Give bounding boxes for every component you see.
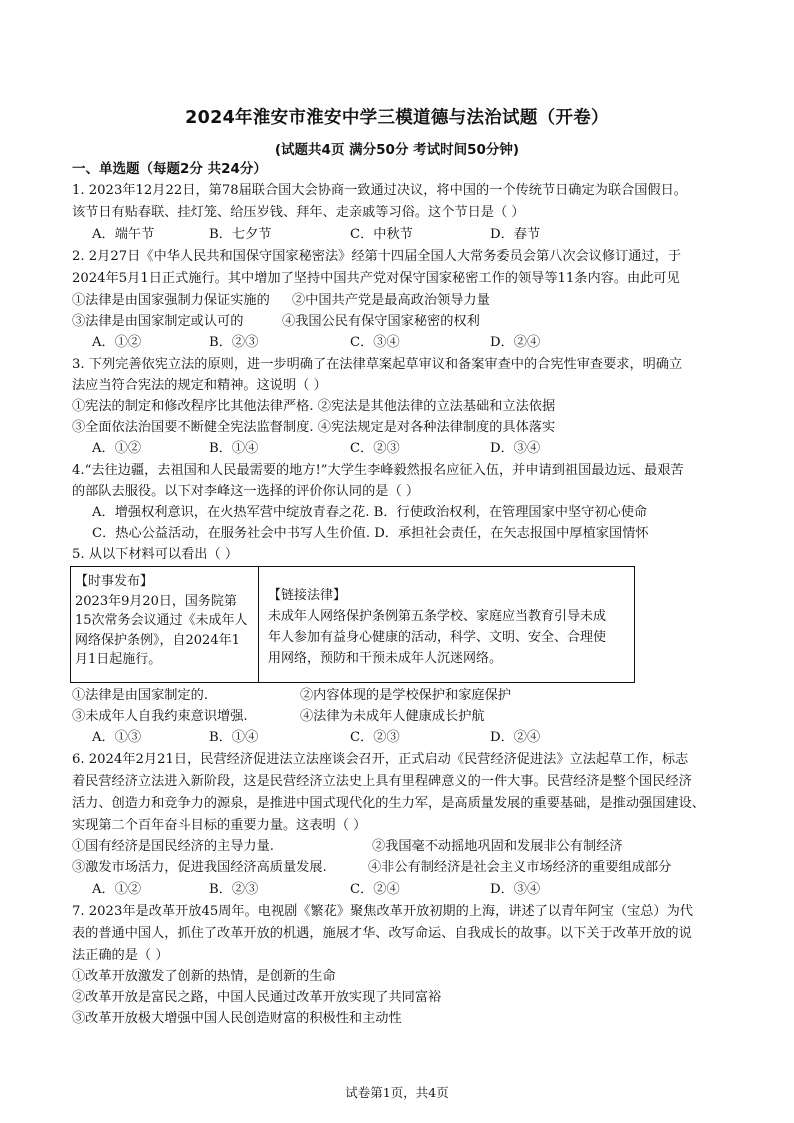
q3-option-a: A．①②	[92, 441, 142, 456]
q6-statement-1: ①国有经济是国民经济的主导力量.	[72, 839, 275, 854]
q3-statements-1-2: ①宪法的制定和修改程序比其他法律严格. ②宪法是其他法律的立法基础和立法依据	[72, 399, 556, 414]
q5-law-line: 用网络，预防和干预未成年人沉迷网络。	[268, 651, 503, 666]
question-6-line-4: 实现第二个百年奋斗目标的重要力量。这表明（ ）	[72, 818, 367, 833]
question-1-line-2: 该节日有贴春联、挂灯笼、给压岁钱、拜年、走亲戚等习俗。这个节日是（ ）	[72, 205, 525, 220]
q1-option-a: A．端午节	[92, 227, 155, 242]
q7-statement-3: ③改革开放极大增强中国人民创造财富的积极性和主动性	[72, 1011, 402, 1026]
q3-option-c: C．②③	[350, 441, 400, 456]
question-7-line-1: 7. 2023年是改革开放45周年。电视剧《繁花》聚焦改革开放初期的上海，讲述了以青年阿宝（宝总）为代	[72, 904, 693, 919]
question-3-line-1: 3. 下列完善依宪立法的原则，进一步明确了在法律草案起草审议和备案审查中的合宪性审查要求，明确立	[72, 357, 683, 372]
q2-option-c: C．③④	[350, 335, 400, 350]
page-footer: 试卷第1页，共4页	[345, 1085, 449, 1100]
q6-statement-3: ③激发市场活力，促进我国经济高质量发展.	[72, 860, 327, 875]
q1-option-c: C．中秋节	[350, 227, 413, 242]
q2-statement-4: ④我国公民有保守国家秘密的权利	[282, 314, 480, 329]
q6-statement-2: ②我国毫不动摇地巩固和发展非公有制经济	[372, 839, 623, 854]
q5-news-line: 月1日起施行。	[75, 652, 162, 667]
q2-option-b: B．②③	[209, 335, 259, 350]
question-7-line-3: 法正确的是（ ）	[72, 948, 169, 963]
q3-option-b: B．①④	[209, 441, 259, 456]
q2-statement-2: ②中国共产党是最高政治领导力量	[292, 293, 490, 308]
q5-option-a: A．①③	[92, 730, 142, 745]
q2-statement-1: ①法律是由国家强制力保证实施的	[72, 293, 270, 308]
q5-statement-1: ①法律是由国家制定的.	[72, 688, 209, 703]
q5-news-line: 【时事发布】	[75, 574, 154, 589]
section-heading: 一、单选题（每题2分 共24分）	[72, 161, 267, 177]
q5-news-line: 15次常务会议通过《未成年人	[75, 613, 248, 628]
q5-statement-2: ②内容体现的是学校保护和家庭保护	[300, 688, 511, 703]
q2-statement-3: ③法律是由国家制定或认可的	[72, 314, 244, 329]
q5-option-b: B．①④	[209, 730, 259, 745]
q6-option-c: C．②④	[350, 882, 400, 897]
question-6-line-2: 着民营经济立法进入新阶段，这是民营经济立法史上具有里程碑意义的一件大事。民营经济是整个国民经济	[72, 774, 692, 789]
q5-statement-4: ④法律为未成年人健康成长护航	[300, 709, 485, 724]
q5-law-panel	[260, 567, 634, 682]
question-3-line-2: 法应当符合宪法的规定和精神。这说明（ ）	[72, 378, 327, 393]
question-6-line-1: 6. 2024年2月21日，民营经济促进法立法座谈会召开，正式启动《民营经济促进法》立法起草工作，标志	[72, 752, 689, 767]
q5-statement-3: ③未成年人自我约束意识增强.	[72, 709, 248, 724]
q5-law-line: 未成年人网络保护条例第五条学校、家庭应当教育引导未成	[268, 609, 607, 624]
q1-option-d: D．春节	[490, 227, 541, 242]
q4-options-a-b: A．增强权利意识，在火热军营中绽放青春之花. B．行使政治权利，在管理国家中坚守初心使命	[92, 505, 648, 520]
question-1-line-1: 1. 2023年12月22日，第78届联合国大会协商一致通过决议，将中国的一个传统节日确定为联合国假日。	[72, 183, 687, 198]
q6-option-b: B．②③	[209, 882, 259, 897]
q5-material-box	[70, 566, 635, 683]
q5-news-panel	[71, 567, 259, 682]
q7-statement-2: ②改革开放是富民之路，中国人民通过改革开放实现了共同富裕	[72, 990, 442, 1005]
q6-option-a: A．①②	[92, 882, 142, 897]
q6-option-d: D．③④	[490, 882, 541, 897]
exam-subtitle: (试题共4页 满分50分 考试时间50分钟)	[274, 142, 520, 158]
q5-option-c: C．②③	[350, 730, 400, 745]
q3-option-d: D．③④	[490, 441, 541, 456]
q5-law-line: 年人参加有益身心健康的活动，科学、文明、安全、合理使	[268, 630, 607, 645]
question-4-line-2: 的部队去服役。以下对李峰这一选择的评价你认同的是（ ）	[72, 484, 420, 499]
question-6-line-3: 活力、创造力和竞争力的源泉，是推进中国式现代化的生力军，是高质量发展的重要基础，是推动强国建设、	[72, 796, 705, 811]
q1-option-b: B．七夕节	[209, 227, 272, 242]
exam-title: 2024年淮安市淮安中学三模道德与法治试题（开卷）	[185, 108, 609, 128]
q5-news-line: 2023年9月20日，国务院第	[75, 593, 237, 609]
question-2-line-1: 2. 2月27日《中华人民共和国保守国家秘密法》经第十四届全国人大常务委员会第八次会议修订通过，于	[72, 249, 682, 264]
q3-statements-3-4: ③全面依法治国要不断健全宪法监督制度. ④宪法规定是对各种法律制度的具体落实	[72, 420, 556, 435]
q2-option-a: A．①②	[92, 335, 142, 350]
q6-statement-4: ④非公有制经济是社会主义市场经济的重要组成部分	[368, 860, 672, 875]
question-4-line-1: 4.“去往边疆，去祖国和人民最需要的地方!”大学生李峰毅然报名应征入伍，并申请到祖国最边远、最艰苦	[72, 463, 684, 478]
q7-statement-1: ①改革开放激发了创新的热情，是创新的生命	[72, 969, 336, 984]
question-5-stem: 5. 从以下材料可以看出（ ）	[72, 547, 239, 562]
q4-options-c-d: C．热心公益活动，在服务社会中书写人生价值. D．承担社会责任，在矢志报国中厚植家国情怀	[92, 526, 649, 541]
q5-news-line: 网络保护条例》，自2024年1	[75, 632, 240, 648]
q2-option-d: D．②④	[490, 335, 541, 350]
q5-option-d: D．②④	[490, 730, 541, 745]
question-2-line-2: 2024年5月1日正式施行。其中增加了坚持中国共产党对保守国家秘密工作的领导等11条内容。由此可见	[72, 271, 680, 286]
question-7-line-2: 表的普通中国人，抓住了改革开放的机遇，施展才华、改写命运、自我成长的故事。以下关于改革开放的说	[72, 926, 692, 941]
q5-law-line: 【链接法律】	[268, 588, 347, 603]
